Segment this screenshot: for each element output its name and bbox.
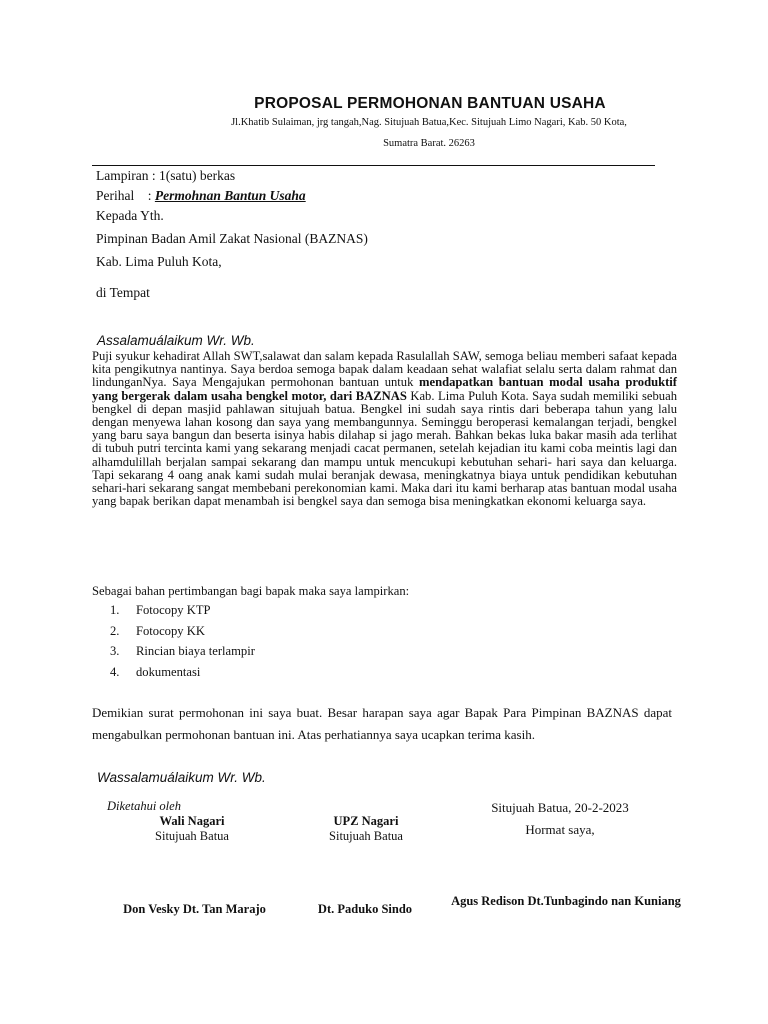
- list-item: [110, 600, 255, 621]
- wali-place: Situjuah Batua: [155, 829, 229, 843]
- list-item: [110, 621, 255, 642]
- address-line-2: Sumatra Barat. 26263: [383, 138, 475, 149]
- upz-signatory-name: Dt. Paduko Sindo: [317, 902, 413, 916]
- region-line: Kab. Lima Puluh Kota,: [96, 254, 222, 269]
- body-part-1: Puji syukur kehadirat Allah SWT,salawat dan salam kepada Rasulallah SAW, semoga beliau memberi safaat kepada kita pengikutnya nantinya. Saya berdoa semoga bapak dalam keadaan sehat walafiat selalu serta dalam rahmat dan lindunganNya. Saya Mengajukan permohonan bantuan untuk: [92, 349, 677, 390]
- upz-title: UPZ Nagari: [333, 814, 399, 828]
- list-item: [110, 641, 255, 662]
- attachments-list: [110, 600, 255, 682]
- perihal-label: Perihal :: [96, 188, 155, 203]
- place-line: di Tempat: [96, 285, 150, 300]
- applicant-name: Agus Redison Dt.Tunbagindo nan Kuniang: [451, 894, 681, 908]
- kepada-line: Kepada Yth.: [96, 208, 164, 223]
- hormat-saya: Hormat saya,: [525, 822, 595, 837]
- farewell: Wassalamuálaikum Wr. Wb.: [97, 770, 266, 785]
- list-item-number: 2.: [110, 623, 120, 638]
- perihal-value: Permohnan Bantun Usaha: [154, 188, 306, 203]
- list-item-label: Fotocopy KTP: [136, 603, 211, 617]
- greeting: Assalamuálaikum Wr. Wb.: [97, 333, 255, 348]
- list-item-label: Fotocopy KK: [136, 623, 205, 638]
- recipient-line: Pimpinan Badan Amil Zakat Nasional (BAZNAS): [96, 231, 368, 246]
- body-part-2: Kab. Lima Puluh Kota. Saya sudah memiliki sebuah bengkel di depan masjid pahlawan situjuah batua. Bengkel ini sudah saya rintis dari beberapa tahun yang lalu dengan menyewa lahan kosong dan saya yang membangunnya. Seminggu beroperasi kemalangan terjadi, bengkel yang baru saya bangun dan beserta isinya habis dilahap si jago merah. Bahkan bekas luka bakar masih ada terlihat di tubuh putri tercinta kami yang sekarang menjadi cacat permanen, setelah kejadian itu kami coba meintis lagi dan alhamdulillah berjalan sampai sekarang dan mampu untuk mencukupi kebutuhan sehari- hari saya dan keluarga. Tapi sekarang 4 oang anak kami sudah mulai beranjak dewasa, meningkatnya biaya untuk pendidikan kebutuhan sehari-hari sekarang sangat membebani perekonomian kami. Maka dari itu kami berharap atas bantuan modal usaha yang bapak berikan dapat menambah isi bengkel saya dan semoga bisa meningkatkan ekonomi keluarga saya.: [92, 388, 677, 509]
- body-part-bold: mendapatkan bantuan modal usaha produktif yang bergerak dalam usaha bengkel motor, dari BAZNAS: [92, 375, 677, 403]
- header-divider: [92, 165, 655, 166]
- address-line-1: Jl.Khatib Sulaiman, jrg tangah,Nag. Situjuah Batua,Kec. Situjuah Limo Nagari, Kab. 50 Kota,: [231, 117, 627, 128]
- list-item: [110, 662, 255, 683]
- upz-place: Situjuah Batua: [329, 829, 403, 843]
- list-item-number: 4.: [110, 664, 120, 679]
- closing-paragraph: Demikian surat permohonan ini saya buat. Besar harapan saya agar Bapak Para Pimpinan BAZNAS dapat mengabulkan permohonan bantuan ini. Atas perhatiannya saya ucapkan terima kasih.: [92, 705, 672, 742]
- list-item-label: dokumentasi: [136, 664, 201, 679]
- wali-signatory-name: Don Vesky Dt. Tan Marajo: [123, 902, 266, 916]
- lampiran-line: Lampiran : 1(satu) berkas: [96, 168, 236, 183]
- diketahui-label: Diketahui oleh: [107, 799, 181, 813]
- wali-title: Wali Nagari: [159, 814, 225, 828]
- date-place: Situjuah Batua, 20-2-2023: [491, 800, 629, 815]
- list-item-number: 1.: [110, 603, 120, 617]
- list-item-number: 3.: [110, 644, 120, 659]
- attachments-intro: Sebagai bahan pertimbangan bagi bapak maka saya lampirkan:: [92, 584, 410, 598]
- perihal-line: [96, 188, 306, 204]
- document-title: PROPOSAL PERMOHONAN BANTUAN USAHA: [254, 95, 606, 112]
- list-item-label: Rincian biaya terlampir: [136, 644, 255, 659]
- body-paragraph: [92, 350, 677, 508]
